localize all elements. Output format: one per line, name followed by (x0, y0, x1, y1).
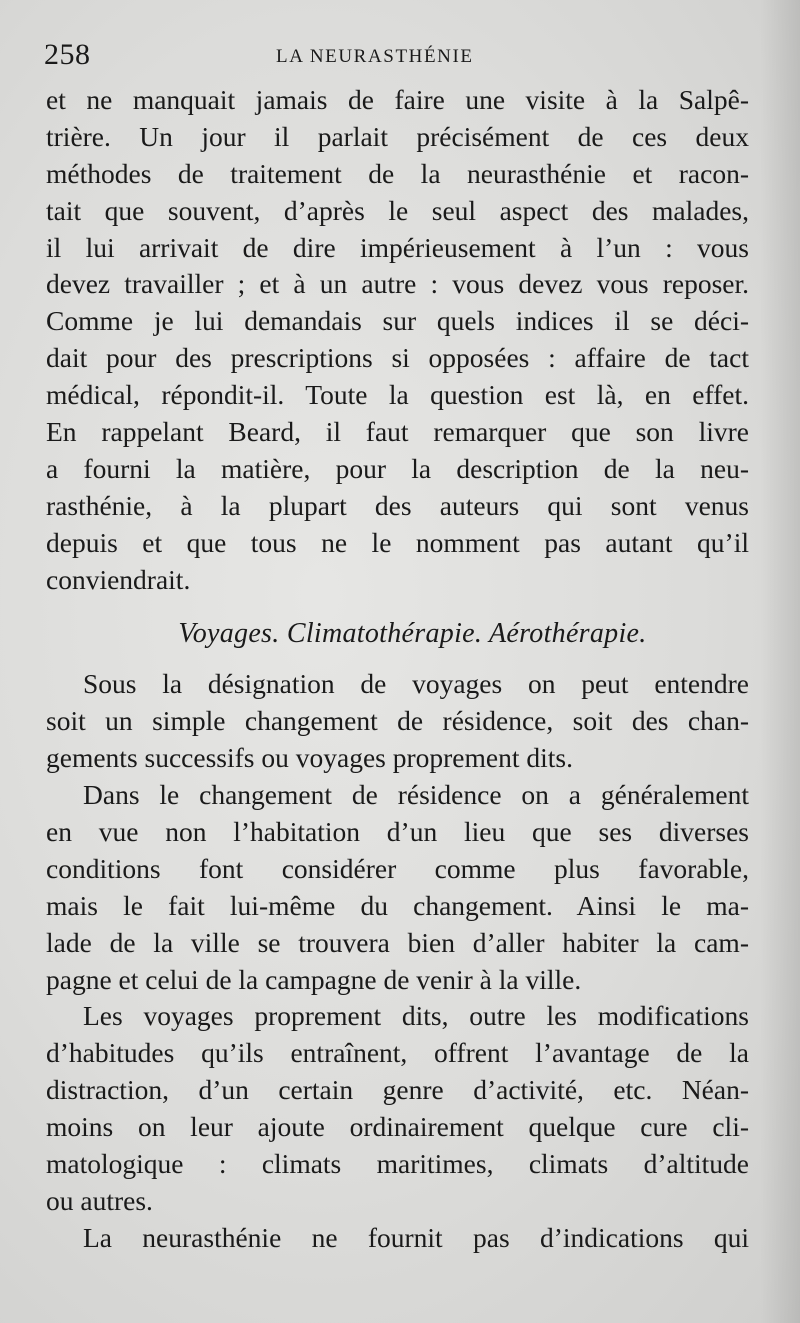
text-line: mais le fait lui-même du changement. Ainsi le ma- (46, 889, 749, 921)
text-line: moins on leur ajoute ordinairement quelque cure cli- (46, 1111, 749, 1143)
text-line: rasthénie, à la plupart des auteurs qui sont venus (46, 489, 749, 521)
text-line: matologique : climats maritimes, climats d’altitude (46, 1148, 749, 1180)
text-line: pagne et celui de la campagne de venir à la ville. (46, 963, 582, 995)
text-line: soit un simple changement de résidence, soit des chan- (46, 705, 749, 737)
text-line: conviendrait. (46, 563, 191, 595)
text-line: conditions font considérer comme plus favorable, (46, 852, 749, 884)
page-number: 258 (44, 38, 91, 71)
text-line: Dans le changement de résidence on a généralement (83, 779, 749, 811)
paragraph-4 (46, 998, 749, 1219)
text-line: distraction, d’un certain genre d’activité, etc. Néan- (46, 1074, 749, 1106)
text-line: gements successifs ou voyages proprement dits. (46, 742, 573, 774)
running-head: LA NEURASTHÉNIE (276, 46, 474, 67)
text-line: La neurasthénie ne fournit pas d’indications qui (83, 1221, 749, 1253)
text-line: Comme je lui demandais sur quels indices il se déci- (46, 305, 749, 337)
page-header (44, 38, 748, 74)
text-line: depuis et que tous ne le nomment pas autant qu’il (46, 526, 749, 558)
text-line: dait pour des prescriptions si opposées : affaire de tact (46, 342, 749, 374)
text-line: Les voyages proprement dits, outre les modifications (83, 1000, 749, 1032)
section-title: Voyages. Climatothérapie. Aérothérapie. (178, 618, 647, 650)
text-line: a fourni la matière, pour la description de la neu- (46, 452, 749, 484)
text-line: méthodes de traitement de la neurasthénie et racon- (46, 157, 749, 189)
text-line: médical, répondit-il. Toute la question est là, en effet. (46, 379, 749, 411)
text-line: En rappelant Beard, il faut remarquer que son livre (46, 416, 749, 448)
paragraph-3 (46, 777, 749, 998)
text-line: Sous la désignation de voyages on peut entendre (83, 668, 749, 700)
text-line: lade de la ville se trouvera bien d’aller habiter la cam- (46, 926, 749, 958)
text-line: trière. Un jour il parlait précisément de ces deux (46, 120, 749, 152)
page-body (46, 82, 749, 1257)
text-line: devez travailler ; et à un autre : vous devez vous reposer. (46, 268, 749, 300)
text-line: ou autres. (46, 1184, 153, 1216)
text-line: tait que souvent, d’après le seul aspect des malades, (46, 194, 749, 226)
text-line: en vue non l’habitation d’un lieu que ses diverses (46, 816, 749, 848)
paragraph-5 (46, 1220, 749, 1257)
text-line: d’habitudes qu’ils entraînent, offrent l’avantage de la (46, 1037, 749, 1069)
paragraph-2 (46, 666, 749, 777)
text-line: il lui arrivait de dire impérieusement à l’un : vous (46, 231, 749, 263)
paragraph-1 (46, 82, 749, 598)
text-line: et ne manquait jamais de faire une visite à la Salpê- (46, 84, 749, 115)
